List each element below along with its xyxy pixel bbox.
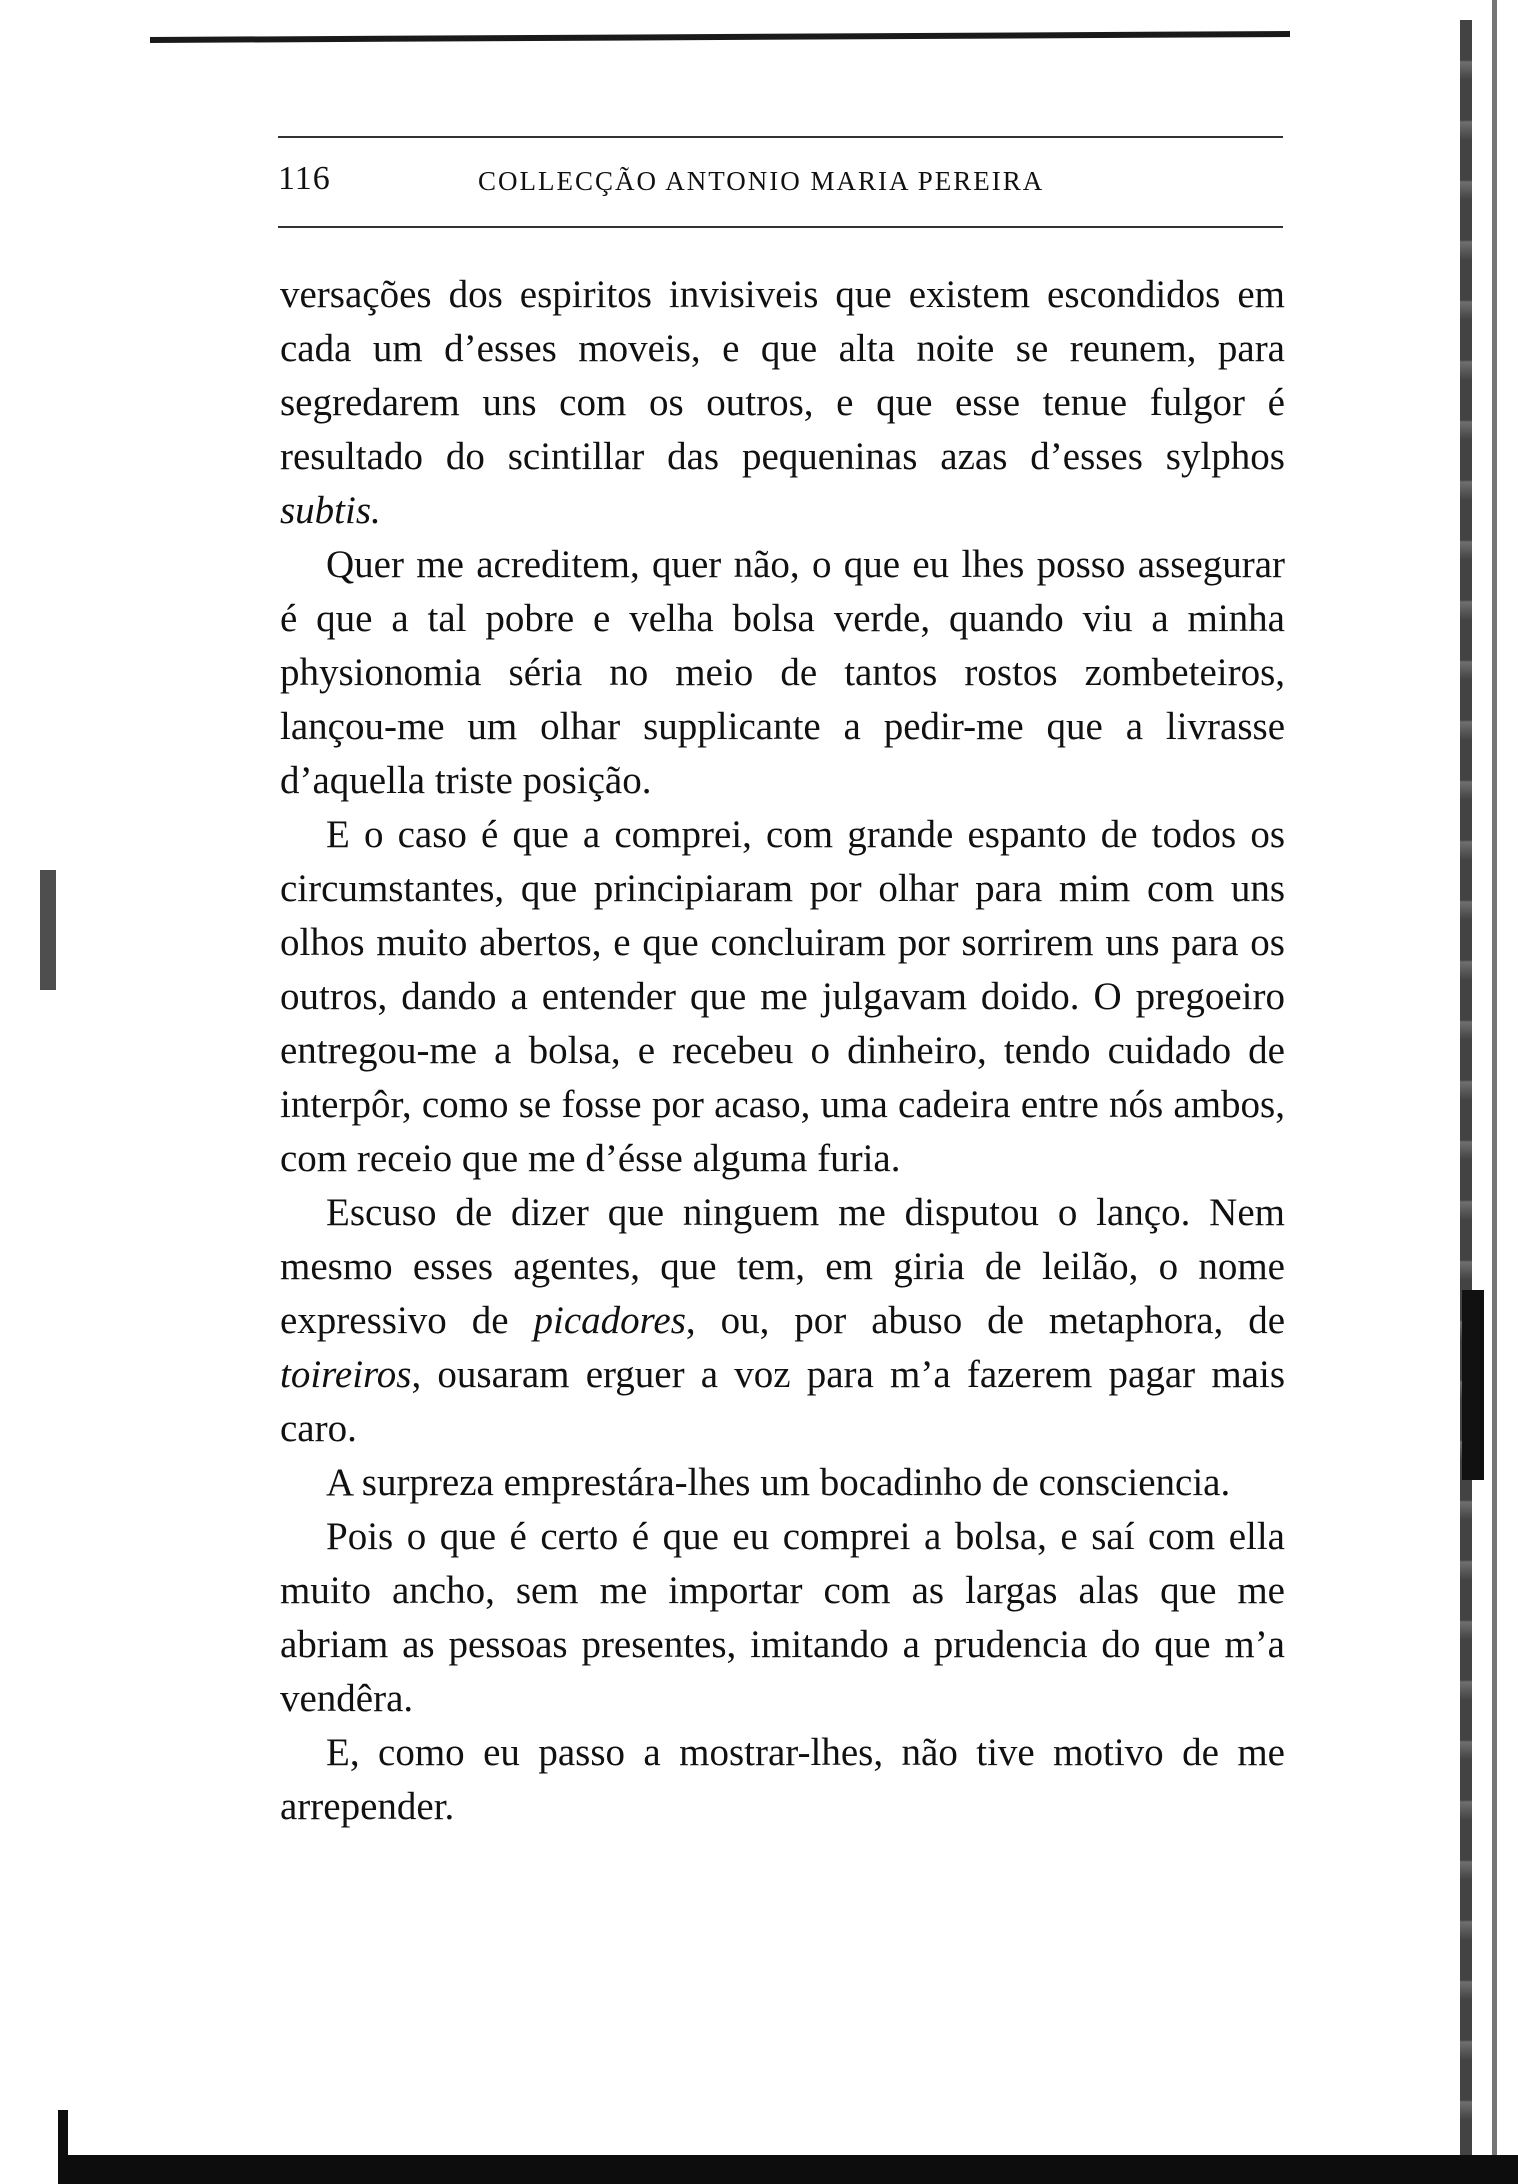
scan-spine-edge-outer bbox=[1492, 0, 1497, 2160]
header-rule-bottom bbox=[278, 226, 1283, 228]
running-title: COLLECÇÃO ANTONIO MARIA PEREIRA bbox=[478, 166, 1045, 196]
scan-spine-edge bbox=[1460, 20, 1472, 2160]
scan-edge-bottom bbox=[58, 2155, 1518, 2184]
paragraph bbox=[280, 808, 1285, 1186]
paragraph-text: Quer me acreditem, quer não, o que eu lhes posso assegurar é que a tal pobre e velha bolsa verde, quando viu a minha physionomia séria no meio de tantos rostos zombeteiros, lançou-me um olhar supplicante a pedir-me que a livrasse d’aquella triste posição. bbox=[280, 543, 1285, 802]
paragraph bbox=[280, 1726, 1285, 1834]
scan-spine-shadow bbox=[1462, 1290, 1484, 1480]
paragraph-text: E o caso é que a comprei, com grande espanto de todos os circumstantes, que principiaram por olhar para mim com uns olhos muito abertos, e que concluiram por sorrirem uns para os outros, dando a entender que me julgavam doido. O pregoeiro entregou-me a bolsa, e recebeu o dinheiro, tendo cuidado de interpôr, como se fosse por acaso, uma cadeira entre nós ambos, com receio que me d’ésse alguma furia. bbox=[280, 813, 1285, 1180]
header-rule-top bbox=[278, 136, 1283, 138]
paragraph-text: A surpreza emprestára-lhes um bocadinho de consciencia. bbox=[326, 1461, 1231, 1504]
page-number: 116 bbox=[278, 160, 331, 197]
scan-edge-bottom-left bbox=[58, 2110, 68, 2160]
paragraph-text: versações dos espiritos invisiveis que existem escondidos em cada um d’esses moveis, e que alta noite se reunem, para segredarem uns com os outros, e que esse tenue fulgor é resultado do scintillar das pequeninas azas d’esses sylphos bbox=[280, 273, 1285, 478]
italic-text: picadores bbox=[533, 1299, 686, 1342]
paragraph bbox=[280, 1510, 1285, 1726]
body-text bbox=[280, 268, 1285, 1834]
paragraph-text: Escuso de dizer que ninguem me disputou o lanço. Nem mesmo esses agentes, que tem, em giria de leilão, o nome expressivo de bbox=[280, 1191, 1285, 1342]
paragraph bbox=[280, 1456, 1285, 1510]
scan-edge-top bbox=[150, 31, 1290, 43]
paragraph-text: Pois o que é certo é que eu comprei a bolsa, e saí com ella muito ancho, sem me importar com as largas alas que me abriam as pessoas presentes, imitando a prudencia do que m’a vendêra. bbox=[280, 1515, 1285, 1720]
paragraph-text: E, como eu passo a mostrar-lhes, não tive motivo de me arrepender. bbox=[280, 1731, 1285, 1828]
italic-text: subtis. bbox=[280, 489, 381, 532]
paragraph-text: , ou, por abuso de metaphora, de bbox=[685, 1299, 1286, 1342]
paragraph-text: , ousaram erguer a voz para m’a fazerem pagar mais caro. bbox=[280, 1353, 1285, 1450]
italic-text: toireiros bbox=[280, 1353, 412, 1396]
paragraph bbox=[280, 1186, 1285, 1456]
paragraph bbox=[280, 538, 1285, 808]
scan-margin-mark bbox=[40, 870, 56, 990]
paragraph bbox=[280, 268, 1285, 538]
page-header bbox=[278, 160, 1283, 208]
